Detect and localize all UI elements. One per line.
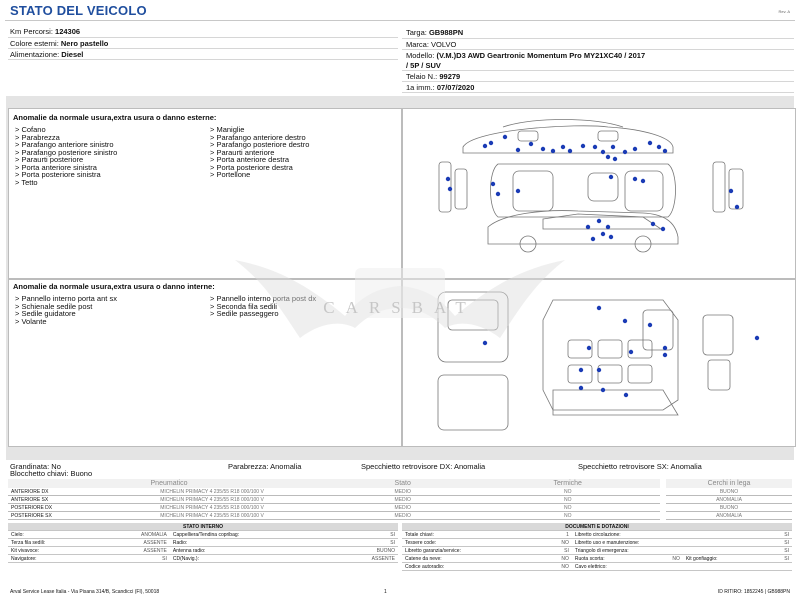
table-row: ANOMALIA xyxy=(666,496,792,504)
fuel-field: Alimentazione: Diesel xyxy=(10,50,84,59)
list-item: > Parafango posteriore sinistro xyxy=(15,147,118,157)
title-divider xyxy=(5,20,795,21)
table-row: Terza fila sedili: ASSENTE Radio: SI xyxy=(8,539,398,547)
rims-header: Cerchi in lega xyxy=(666,479,792,488)
exterior-list-left xyxy=(15,126,117,186)
table-row: BUONO xyxy=(666,488,792,496)
table-row: BUONO xyxy=(666,504,792,512)
list-item: > Pannello interno porta post dx xyxy=(210,294,317,303)
row-divider xyxy=(8,48,398,49)
table-row: Totale chiavi: 1 Libretto circolazione: SI xyxy=(402,531,792,539)
footer-company: Arval Service Lease Italia - Via Pisana 314/B, Scandicci (FI), 50018 xyxy=(10,589,160,595)
table-row: Navigatore: SI CD(Navig.): ASSENTE xyxy=(8,555,398,563)
exterior-list-right xyxy=(210,126,309,179)
row-divider xyxy=(8,37,398,38)
list-item: > Tetto xyxy=(15,177,38,187)
key-block-status: Blocchetto chiavi: Buono xyxy=(10,469,93,478)
list-item: > Parafango anteriore destro xyxy=(210,132,306,142)
list-item: > Porta anteriore sinistra xyxy=(15,162,97,172)
plate-field: Targa: GB988PN xyxy=(406,28,464,37)
list-item: > Porta posteriore destra xyxy=(210,162,293,172)
documents-title: DOCUMENTI E DOTAZIONI xyxy=(402,523,792,531)
row-divider xyxy=(402,49,794,50)
state-header: Stato xyxy=(330,479,475,488)
brand-field: Marca: VOLVO xyxy=(406,40,457,49)
table-row: Codice autoradio: NO Cavo elettrico: xyxy=(402,563,792,571)
list-item: > Volante xyxy=(15,316,47,326)
table-row: ANTERIORE SX MICHELIN PRIMACY 4 235/55 R18 000/100 V MEDIO NO xyxy=(8,496,660,504)
list-item: > Cofano xyxy=(15,125,46,134)
list-item: > Paraurti posteriore xyxy=(15,155,84,164)
model-field-cont: / 5P / SUV xyxy=(406,61,441,70)
table-row: POSTERIORE SX MICHELIN PRIMACY 4 235/55 R18 000/100 V MEDIO NO xyxy=(8,512,660,520)
table-row: POSTERIORE DX MICHELIN PRIMACY 4 235/55 R18 000/100 V MEDIO NO xyxy=(8,504,660,512)
revision-label: Rev. A xyxy=(778,9,790,14)
list-item: > Maniglie xyxy=(210,125,245,134)
footer-reference: ID RITIRO: 1852245 | GB988PN xyxy=(717,589,790,595)
watermark-logo xyxy=(235,238,565,348)
exterior-title: Anomalie da normale usura,extra usura o danno esterne: xyxy=(13,113,217,122)
footer-page-number: 1 xyxy=(384,589,387,595)
list-item: > Sedile passeggero xyxy=(210,309,279,318)
tyre-header: Pneumatico xyxy=(8,479,330,488)
watermark-text: CARSBAT xyxy=(323,298,477,317)
table-row: Tessere code: NO Libretto uso e manutenzione: SI xyxy=(402,539,792,547)
km-field: Km Percorsi: 124306 xyxy=(10,27,81,36)
hail-status: Grandinata: No xyxy=(10,462,61,471)
documents-table xyxy=(402,523,792,571)
row-divider xyxy=(402,38,794,39)
list-item: > Seconda fila sedili xyxy=(210,301,277,311)
list-item: > Schienale sedile post xyxy=(15,301,93,311)
list-item: > Pannello interno porta ant sx xyxy=(15,294,117,303)
list-item: > Porta anteriore destra xyxy=(210,155,290,164)
interior-list-left xyxy=(15,295,117,325)
frame-field: Telaio N.: 99279 xyxy=(406,72,461,81)
list-item: > Parafango posteriore destro xyxy=(210,140,310,149)
mirror-sx-status: Specchietto retrovisore SX: Anomalia xyxy=(578,462,702,471)
model-field: Modello: (V.M.)D3 AWD Geartronic Momentum Pro MY21XC40 / 2017 xyxy=(406,51,646,60)
table-row: ANTERIORE DX MICHELIN PRIMACY 4 235/55 R18 000/100 V MEDIO NO xyxy=(8,488,660,496)
page-title: STATO DEL VEICOLO xyxy=(10,3,147,18)
thermal-header: Termiche xyxy=(475,479,660,488)
registration-field: 1a imm.: 07/07/2020 xyxy=(406,83,475,92)
rims-header-row xyxy=(666,479,792,488)
table-row: Kit vivavoce: ASSENTE Antenna radio: BUONO xyxy=(8,547,398,555)
list-item: > Porta posteriore sinistra xyxy=(15,170,101,179)
mirror-dx-status: Specchietto retrovisore DX: Anomalia xyxy=(361,462,486,471)
list-item: > Portellone xyxy=(210,170,251,179)
list-item: > Paraurti anteriore xyxy=(210,147,275,157)
interior-title: Anomalie da normale usura,extra usura o danno interne: xyxy=(13,282,215,291)
table-row: Libretto garanzia/service: SI Triangolo di emergenza: SI xyxy=(402,547,792,555)
rims-table xyxy=(666,479,792,520)
table-row: Cielo: ANOMALIA Cappelliera/Tendina copribag: SI xyxy=(8,531,398,539)
tyres-header-row xyxy=(8,479,660,488)
list-item: > Sedile guidatore xyxy=(15,309,76,318)
color-field: Colore esterni: Nero pastello xyxy=(10,39,109,48)
row-divider xyxy=(402,92,794,93)
internal-state-title: STATO INTERNO xyxy=(8,523,398,531)
windshield-status: Parabrezza: Anomalia xyxy=(228,462,302,471)
tyres-table xyxy=(8,479,660,520)
row-divider xyxy=(402,70,794,71)
row-divider xyxy=(8,59,398,60)
bat-logo-icon xyxy=(235,238,565,348)
table-row: Catene da neve: NO Ruota scorta: NO Kit gonfiaggio: SI xyxy=(402,555,792,563)
row-divider xyxy=(402,81,794,82)
internal-state-table xyxy=(8,523,398,563)
list-item: > Parafango anteriore sinistro xyxy=(15,140,114,149)
table-row: ANOMALIA xyxy=(666,512,792,520)
list-item: > Parabrezza xyxy=(15,132,60,142)
